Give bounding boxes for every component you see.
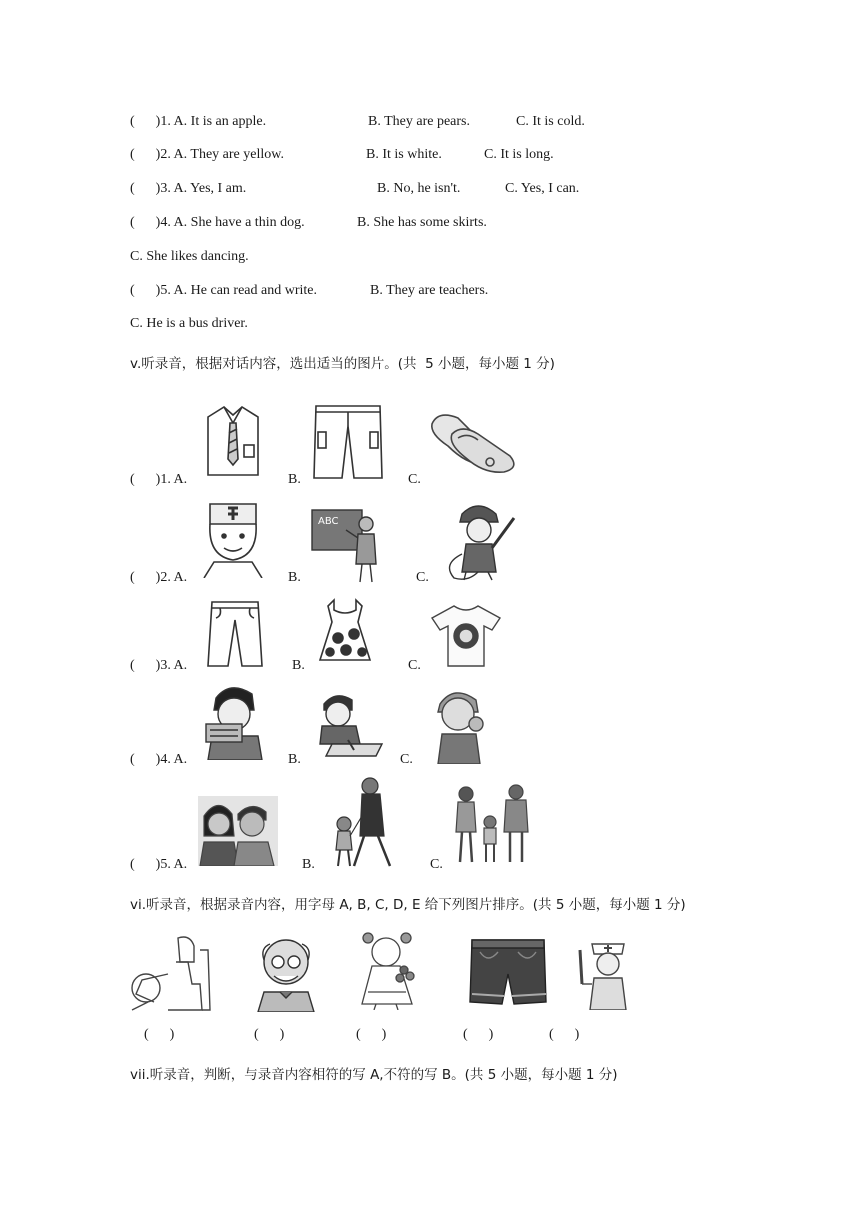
q1-b: B. They are pears. — [368, 114, 470, 129]
doctor-icon — [200, 498, 266, 578]
blank-5[interactable]: ( ) — [549, 1027, 580, 1042]
r2-label-b: B. — [288, 570, 301, 585]
q2-b: B. It is white. — [366, 147, 442, 162]
q5-a: ( )5. A. He can read and write. — [130, 283, 317, 298]
girl-flowers-icon — [350, 930, 424, 1010]
tshirt-icon — [430, 602, 502, 668]
svg-text:ABC: ABC — [318, 516, 339, 527]
shoes-icon — [428, 404, 518, 478]
q5-c: C. He is a bus driver. — [130, 316, 248, 331]
firefighter-icon — [438, 498, 520, 582]
q2-a: ( )2. A. They are yellow. — [130, 147, 284, 162]
r1-label-a: ( )1. A. — [130, 472, 188, 487]
blank-4[interactable]: ( ) — [463, 1027, 494, 1042]
r3-label-c: C. — [408, 658, 421, 673]
q2-c: C. It is long. — [484, 147, 554, 162]
q3-a: ( )3. A. Yes, I am. — [130, 181, 247, 196]
blank-3[interactable]: ( ) — [356, 1027, 387, 1042]
section-vi-heading: vi.听录音，根据录音内容，用字母 A, B, C, D, E 给下列图片排序。(共 5 小题，每小题 1 分) — [130, 897, 686, 913]
r4-label-a: ( )4. A. — [130, 752, 188, 767]
r5-label-b: B. — [302, 857, 315, 872]
r1-label-c: C. — [408, 472, 421, 487]
r3-label-a: ( )3. A. — [130, 658, 188, 673]
driver-icon — [128, 932, 212, 1012]
shorts-icon — [468, 936, 548, 1008]
r3-label-b: B. — [292, 658, 305, 673]
r2-label-a: ( )2. A. — [130, 570, 188, 585]
blank-2[interactable]: ( ) — [254, 1027, 285, 1042]
boy-eating-icon — [428, 684, 492, 764]
shirt-tie-icon — [200, 403, 266, 479]
section-vii-heading: vii.听录音，判断，与录音内容相符的写 A,不符的写 B。(共 5 小题，每小题 1 分) — [130, 1067, 618, 1083]
dress-icon — [316, 598, 374, 664]
q5-b: B. They are teachers. — [370, 283, 489, 298]
r5-label-c: C. — [430, 857, 443, 872]
q3-c: C. Yes, I can. — [505, 181, 580, 196]
family-icon — [454, 782, 534, 864]
q4-b: B. She has some skirts. — [357, 215, 487, 230]
nurse-icon — [576, 934, 640, 1010]
grandpa-icon — [250, 934, 322, 1012]
boy-writing-icon — [312, 688, 384, 758]
boy-eating-cake-icon — [200, 680, 270, 760]
q4-a: ( )4. A. She have a thin dog. — [130, 215, 305, 230]
q4-c: C. She likes dancing. — [130, 249, 249, 264]
teacher-icon — [310, 508, 380, 584]
section-v-heading: v.听录音，根据对话内容，选出适当的图片。(共 5 小题，每小题 1 分) — [130, 356, 555, 372]
couple-photo-icon — [198, 796, 278, 866]
blank-1[interactable]: ( ) — [144, 1027, 175, 1042]
r1-label-b: B. — [288, 472, 301, 487]
r4-label-b: B. — [288, 752, 301, 767]
trousers-icon — [310, 402, 386, 480]
q3-b: B. No, he isn't. — [377, 181, 461, 196]
r5-label-a: ( )5. A. — [130, 857, 188, 872]
q1-c: C. It is cold. — [516, 114, 585, 129]
r4-label-c: C. — [400, 752, 413, 767]
mother-daughter-icon — [324, 776, 404, 868]
r2-label-c: C. — [416, 570, 429, 585]
q1-a: ( )1. A. It is an apple. — [130, 114, 267, 129]
pants-icon — [206, 598, 264, 668]
